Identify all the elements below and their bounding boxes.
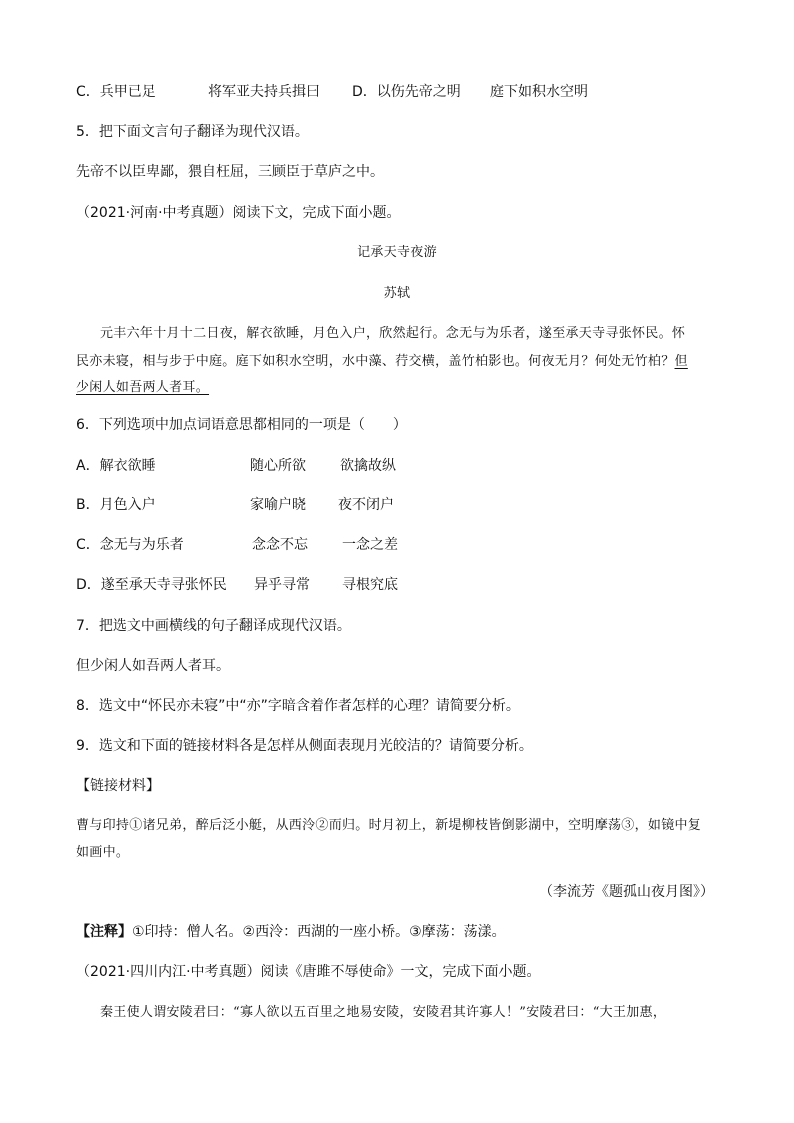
q6-option-d-1: D．遂至承天寺寻张怀民 (76, 577, 227, 593)
q4-option-c: C．兵甲已足 (76, 84, 156, 100)
q6-option-a (76, 456, 476, 476)
q8-prompt: 8．选文中“怀民亦未寝”中“亦”字暗含着作者怎样的心理？请简要分析。 (76, 698, 520, 714)
q6-option-a-1: A．解衣欲睡 (76, 458, 156, 474)
q6-option-c-3: 一念之差 (342, 537, 398, 553)
poem-line-2-text: 民亦未寝，相与步于中庭。庭下如积水空明，水中藻、荇交横，盖竹柏影也。何夜无月？何处无竹柏？ (76, 354, 675, 369)
q5-sentence: 先帝不以臣卑鄙，猥自枉屈，三顾臣于草庐之中。 (76, 164, 384, 180)
notes (76, 922, 506, 942)
q5-prompt: 5．把下面文言句子翻译为现代汉语。 (76, 124, 309, 140)
q6-option-b (76, 495, 476, 515)
q6-option-a-2: 随心所欲 (250, 458, 306, 474)
link-line-1: 曹与印持①诸兄弟，醉后泛小艇，从西泠②而归。时月初上，新堤柳枝皆倒影湖中，空明摩荡③，如镜中复 (76, 818, 702, 833)
poem-line-2-underlined: 但 (674, 354, 688, 369)
poem-title: 记承天寺夜游 (357, 245, 437, 260)
notes-text: ①印持：僧人名。②西泠：西湖的一座小桥。③摩荡：荡漾。 (132, 924, 506, 940)
q6-option-d-2: 异乎寻常 (254, 577, 310, 593)
poem-line-1: 元丰六年十月十二日夜，解衣欲睡，月色入户，欣然起行。念无与为乐者，遂至承天寺寻张怀民。怀 (100, 326, 686, 341)
link-source: （李流芳《题孤山夜月图》） (539, 884, 714, 900)
poem-line-3 (76, 378, 209, 398)
q6-prompt: 6．下列选项中加点词语意思都相同的一项是（ ） (76, 417, 407, 433)
q6-option-b-1: B．月色入户 (76, 497, 156, 513)
intro-sichuan: （2021·四川内江·中考真题）阅读《唐雎不辱使命》一文，完成下面小题。 (76, 964, 541, 980)
q7-sentence: 但少闲人如吾两人者耳。 (76, 658, 230, 674)
passage-first-line: 秦王使人谓安陵君曰：“寡人欲以五百里之地易安陵，安陵君其许寡人！”安陵君曰：“大王加惠， (100, 1005, 667, 1020)
intro-henan: （2021·河南·中考真题）阅读下文，完成下面小题。 (76, 205, 401, 221)
q9-prompt: 9．选文和下面的链接材料各是怎样从侧面表现月光皎洁的？请简要分析。 (76, 738, 533, 754)
q6-option-c-2: 念念不忘 (252, 537, 308, 553)
q7-prompt: 7．把选文中画横线的句子翻译成现代汉语。 (76, 618, 351, 634)
q6-option-b-2: 家喻户晓 (250, 497, 306, 513)
poem-author: 苏轼 (383, 286, 411, 301)
poem-line-2 (76, 352, 688, 372)
link-heading: 【链接材料】 (76, 778, 160, 794)
q6-option-a-3: 欲擒故纵 (340, 458, 396, 474)
q6-option-d (76, 575, 476, 595)
link-line-2: 如画中。 (76, 845, 130, 860)
notes-label: 【注释】 (76, 924, 132, 940)
q4-option-d: D．以伤先帝之明 (352, 84, 461, 100)
q4-option-c-part2: 将军亚夫持兵揖曰 (208, 84, 320, 100)
q4-option-row (76, 82, 716, 102)
q4-option-d-part2: 庭下如积水空明 (490, 84, 588, 100)
q6-option-c (76, 535, 476, 555)
q6-option-c-1: C．念无与为乐者 (76, 537, 184, 553)
q6-option-b-3: 夜不闭户 (338, 497, 394, 513)
q6-option-d-3: 寻根究底 (342, 577, 398, 593)
poem-line-3-underlined: 少闲人如吾两人者耳。 (76, 380, 210, 395)
